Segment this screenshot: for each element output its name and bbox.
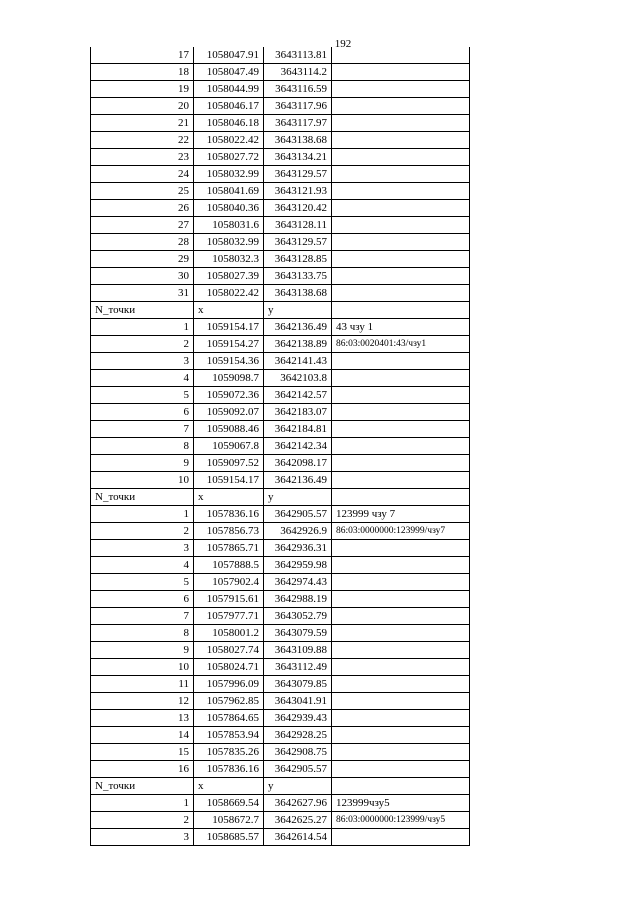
x-coordinate-cell: 1058032.3 — [194, 251, 264, 268]
table-row — [91, 353, 470, 370]
table-row — [91, 506, 470, 523]
x-coordinate-cell: 1059154.17 — [194, 319, 264, 336]
y-coordinate-cell: 3643041.91 — [264, 693, 332, 710]
y-coordinate-cell: 3643113.81 — [264, 47, 332, 64]
y-coordinate-cell: 3642142.34 — [264, 438, 332, 455]
note-cell: 86:03:0000000:123999/чзу5 — [332, 812, 470, 829]
y-coordinate-cell: 3642905.57 — [264, 506, 332, 523]
point-number-cell: 14 — [91, 727, 194, 744]
y-coordinate-cell: 3642936.31 — [264, 540, 332, 557]
y-coordinate-cell: 3643117.96 — [264, 98, 332, 115]
table-row — [91, 217, 470, 234]
table-row — [91, 47, 470, 64]
point-number-cell: 3 — [91, 353, 194, 370]
x-coordinate-cell: 1058027.72 — [194, 149, 264, 166]
note-cell — [332, 540, 470, 557]
note-cell: 86:03:0020401:43/чзу1 — [332, 336, 470, 353]
point-number-cell: 1 — [91, 319, 194, 336]
x-coordinate-cell: 1059098.7 — [194, 370, 264, 387]
table-row — [91, 574, 470, 591]
table-row — [91, 404, 470, 421]
x-coordinate-cell: 1057836.16 — [194, 761, 264, 778]
point-number-cell: 1 — [91, 506, 194, 523]
y-coordinate-cell: 3642141.43 — [264, 353, 332, 370]
y-coordinate-cell: 3642627.96 — [264, 795, 332, 812]
y-coordinate-cell: 3643116.59 — [264, 81, 332, 98]
y-coordinate-cell: 3642908.75 — [264, 744, 332, 761]
coordinates-table-body — [91, 47, 470, 846]
table-row — [91, 336, 470, 353]
y-coordinate-cell: 3643134.21 — [264, 149, 332, 166]
point-number-cell: 5 — [91, 387, 194, 404]
x-coordinate-cell: 1058047.91 — [194, 47, 264, 64]
note-cell — [332, 370, 470, 387]
y-coordinate-cell: 3642614.54 — [264, 829, 332, 846]
table-row — [91, 642, 470, 659]
x-coordinate-cell: 1058022.42 — [194, 132, 264, 149]
table-row — [91, 183, 470, 200]
y-coordinate-cell: 3643121.93 — [264, 183, 332, 200]
note-cell — [332, 285, 470, 302]
point-number-cell: 20 — [91, 98, 194, 115]
point-number-cell: 18 — [91, 64, 194, 81]
note-cell — [332, 744, 470, 761]
table-row — [91, 166, 470, 183]
point-number-cell: 4 — [91, 370, 194, 387]
y-coordinate-cell: 3642142.57 — [264, 387, 332, 404]
point-number-cell: 3 — [91, 829, 194, 846]
y-coordinate-cell: 3643052.79 — [264, 608, 332, 625]
x-coordinate-cell: 1058022.42 — [194, 285, 264, 302]
note-cell — [332, 472, 470, 489]
point-number-header: N_точки — [91, 489, 194, 506]
y-coordinate-cell: 3643079.59 — [264, 625, 332, 642]
point-number-cell: 30 — [91, 268, 194, 285]
point-number-cell: 9 — [91, 642, 194, 659]
table-row — [91, 132, 470, 149]
x-coordinate-cell: 1059067.8 — [194, 438, 264, 455]
table-row — [91, 200, 470, 217]
point-number-cell: 25 — [91, 183, 194, 200]
point-number-cell: 4 — [91, 557, 194, 574]
note-cell — [332, 115, 470, 132]
y-header: y — [264, 778, 332, 795]
point-number-cell: 9 — [91, 455, 194, 472]
note-cell — [332, 200, 470, 217]
y-coordinate-cell: 3642138.89 — [264, 336, 332, 353]
point-number-cell: 7 — [91, 421, 194, 438]
note-cell — [332, 710, 470, 727]
x-coordinate-cell: 1057977.71 — [194, 608, 264, 625]
x-coordinate-cell: 1058047.49 — [194, 64, 264, 81]
x-coordinate-cell: 1057864.65 — [194, 710, 264, 727]
point-number-cell: 27 — [91, 217, 194, 234]
table-header-row — [91, 302, 470, 319]
note-cell — [332, 608, 470, 625]
x-coordinate-cell: 1058032.99 — [194, 166, 264, 183]
note-cell — [332, 149, 470, 166]
point-number-cell: 28 — [91, 234, 194, 251]
y-coordinate-cell: 3642098.17 — [264, 455, 332, 472]
point-number-cell: 13 — [91, 710, 194, 727]
point-number-cell: 21 — [91, 115, 194, 132]
point-number-cell: 11 — [91, 676, 194, 693]
x-coordinate-cell: 1057835.26 — [194, 744, 264, 761]
y-header: y — [264, 489, 332, 506]
x-coordinate-cell: 1059154.27 — [194, 336, 264, 353]
y-coordinate-cell: 3642625.27 — [264, 812, 332, 829]
x-coordinate-cell: 1059154.36 — [194, 353, 264, 370]
note-cell — [332, 778, 470, 795]
x-coordinate-cell: 1059154.17 — [194, 472, 264, 489]
x-coordinate-cell: 1058027.39 — [194, 268, 264, 285]
note-cell — [332, 625, 470, 642]
x-header: x — [194, 302, 264, 319]
point-number-cell: 31 — [91, 285, 194, 302]
note-cell — [332, 183, 470, 200]
x-coordinate-cell: 1058669.54 — [194, 795, 264, 812]
table-row — [91, 523, 470, 540]
note-cell — [332, 642, 470, 659]
table-row — [91, 81, 470, 98]
table-row — [91, 98, 470, 115]
table-header-row — [91, 489, 470, 506]
note-cell — [332, 387, 470, 404]
y-coordinate-cell: 3642959.98 — [264, 557, 332, 574]
table-row — [91, 268, 470, 285]
y-coordinate-cell: 3643079.85 — [264, 676, 332, 693]
note-cell — [332, 761, 470, 778]
table-row — [91, 659, 470, 676]
y-coordinate-cell: 3643133.75 — [264, 268, 332, 285]
table-row — [91, 438, 470, 455]
y-coordinate-cell: 3643109.88 — [264, 642, 332, 659]
point-number-cell: 29 — [91, 251, 194, 268]
point-number-header: N_точки — [91, 778, 194, 795]
y-coordinate-cell: 3642988.19 — [264, 591, 332, 608]
table-row — [91, 251, 470, 268]
table-header-row — [91, 778, 470, 795]
x-coordinate-cell: 1058672.7 — [194, 812, 264, 829]
x-coordinate-cell: 1057865.71 — [194, 540, 264, 557]
table-row — [91, 285, 470, 302]
note-cell — [332, 81, 470, 98]
x-coordinate-cell: 1058040.36 — [194, 200, 264, 217]
note-cell — [332, 268, 470, 285]
y-header: y — [264, 302, 332, 319]
note-cell — [332, 676, 470, 693]
y-coordinate-cell: 3642939.43 — [264, 710, 332, 727]
point-number-cell: 10 — [91, 659, 194, 676]
table-row — [91, 744, 470, 761]
note-cell — [332, 727, 470, 744]
note-cell — [332, 591, 470, 608]
y-coordinate-cell: 3642103.8 — [264, 370, 332, 387]
table-row — [91, 829, 470, 846]
point-number-cell: 8 — [91, 625, 194, 642]
point-number-cell: 26 — [91, 200, 194, 217]
point-number-cell: 6 — [91, 591, 194, 608]
x-coordinate-cell: 1057836.16 — [194, 506, 264, 523]
point-number-cell: 2 — [91, 523, 194, 540]
y-coordinate-cell: 3643120.42 — [264, 200, 332, 217]
y-coordinate-cell: 3642928.25 — [264, 727, 332, 744]
x-coordinate-cell: 1057853.94 — [194, 727, 264, 744]
x-coordinate-cell: 1058031.6 — [194, 217, 264, 234]
note-cell — [332, 64, 470, 81]
y-coordinate-cell: 3642184.81 — [264, 421, 332, 438]
table-row — [91, 149, 470, 166]
point-number-cell: 16 — [91, 761, 194, 778]
y-coordinate-cell: 3643138.68 — [264, 132, 332, 149]
table-row — [91, 234, 470, 251]
table-row — [91, 608, 470, 625]
table-row — [91, 557, 470, 574]
note-cell — [332, 234, 470, 251]
table-row — [91, 387, 470, 404]
table-row — [91, 795, 470, 812]
page-number: 192 — [334, 38, 352, 50]
table-row — [91, 727, 470, 744]
point-number-header: N_точки — [91, 302, 194, 319]
y-coordinate-cell: 3642974.43 — [264, 574, 332, 591]
table-row — [91, 319, 470, 336]
note-cell — [332, 98, 470, 115]
x-coordinate-cell: 1058027.74 — [194, 642, 264, 659]
x-coordinate-cell: 1058032.99 — [194, 234, 264, 251]
y-coordinate-cell: 3642136.49 — [264, 472, 332, 489]
x-coordinate-cell: 1058041.69 — [194, 183, 264, 200]
y-coordinate-cell: 3642136.49 — [264, 319, 332, 336]
y-coordinate-cell: 3643129.57 — [264, 166, 332, 183]
x-coordinate-cell: 1057856.73 — [194, 523, 264, 540]
x-coordinate-cell: 1058685.57 — [194, 829, 264, 846]
note-cell — [332, 217, 470, 234]
note-cell — [332, 557, 470, 574]
y-coordinate-cell: 3643117.97 — [264, 115, 332, 132]
table-row — [91, 370, 470, 387]
y-coordinate-cell: 3643128.11 — [264, 217, 332, 234]
note-cell — [332, 132, 470, 149]
y-coordinate-cell: 3642905.57 — [264, 761, 332, 778]
table-row — [91, 591, 470, 608]
y-coordinate-cell: 3643112.49 — [264, 659, 332, 676]
x-coordinate-cell: 1059092.07 — [194, 404, 264, 421]
y-coordinate-cell: 3643128.85 — [264, 251, 332, 268]
note-cell — [332, 574, 470, 591]
table-row — [91, 115, 470, 132]
note-cell: 43 чзу 1 — [332, 319, 470, 336]
note-cell — [332, 421, 470, 438]
point-number-cell: 24 — [91, 166, 194, 183]
x-coordinate-cell: 1057915.61 — [194, 591, 264, 608]
note-cell: 123999чзу5 — [332, 795, 470, 812]
point-number-cell: 1 — [91, 795, 194, 812]
table-row — [91, 455, 470, 472]
point-number-cell: 6 — [91, 404, 194, 421]
table-row — [91, 625, 470, 642]
point-number-cell: 8 — [91, 438, 194, 455]
note-cell — [332, 47, 470, 64]
table-row — [91, 676, 470, 693]
y-coordinate-cell: 3643138.68 — [264, 285, 332, 302]
y-coordinate-cell: 3642926.9 — [264, 523, 332, 540]
note-cell — [332, 353, 470, 370]
point-number-cell: 7 — [91, 608, 194, 625]
x-coordinate-cell: 1058024.71 — [194, 659, 264, 676]
x-coordinate-cell: 1057888.5 — [194, 557, 264, 574]
point-number-cell: 23 — [91, 149, 194, 166]
table-row — [91, 540, 470, 557]
table-row — [91, 812, 470, 829]
x-coordinate-cell: 1057902.4 — [194, 574, 264, 591]
point-number-cell: 19 — [91, 81, 194, 98]
x-coordinate-cell: 1059088.46 — [194, 421, 264, 438]
point-number-cell: 22 — [91, 132, 194, 149]
coordinates-table — [90, 47, 470, 846]
x-coordinate-cell: 1059072.36 — [194, 387, 264, 404]
note-cell — [332, 489, 470, 506]
y-coordinate-cell: 3642183.07 — [264, 404, 332, 421]
y-coordinate-cell: 3643129.57 — [264, 234, 332, 251]
x-coordinate-cell: 1057996.09 — [194, 676, 264, 693]
table-row — [91, 421, 470, 438]
x-coordinate-cell: 1058046.18 — [194, 115, 264, 132]
table-row — [91, 761, 470, 778]
x-header: x — [194, 778, 264, 795]
point-number-cell: 10 — [91, 472, 194, 489]
note-cell — [332, 693, 470, 710]
point-number-cell: 5 — [91, 574, 194, 591]
note-cell — [332, 438, 470, 455]
note-cell — [332, 404, 470, 421]
x-header: x — [194, 489, 264, 506]
note-cell — [332, 659, 470, 676]
x-coordinate-cell: 1058001.2 — [194, 625, 264, 642]
x-coordinate-cell: 1058044.99 — [194, 81, 264, 98]
note-cell: 123999 чзу 7 — [332, 506, 470, 523]
point-number-cell: 12 — [91, 693, 194, 710]
table-row — [91, 64, 470, 81]
note-cell: 86:03:0000000:123999/чзу7 — [332, 523, 470, 540]
note-cell — [332, 829, 470, 846]
table-row — [91, 710, 470, 727]
point-number-cell: 3 — [91, 540, 194, 557]
point-number-cell: 17 — [91, 47, 194, 64]
note-cell — [332, 251, 470, 268]
note-cell — [332, 166, 470, 183]
note-cell — [332, 455, 470, 472]
point-number-cell: 15 — [91, 744, 194, 761]
y-coordinate-cell: 3643114.2 — [264, 64, 332, 81]
table-row — [91, 472, 470, 489]
x-coordinate-cell: 1059097.52 — [194, 455, 264, 472]
note-cell — [332, 302, 470, 319]
point-number-cell: 2 — [91, 336, 194, 353]
point-number-cell: 2 — [91, 812, 194, 829]
table-row — [91, 693, 470, 710]
x-coordinate-cell: 1058046.17 — [194, 98, 264, 115]
x-coordinate-cell: 1057962.85 — [194, 693, 264, 710]
